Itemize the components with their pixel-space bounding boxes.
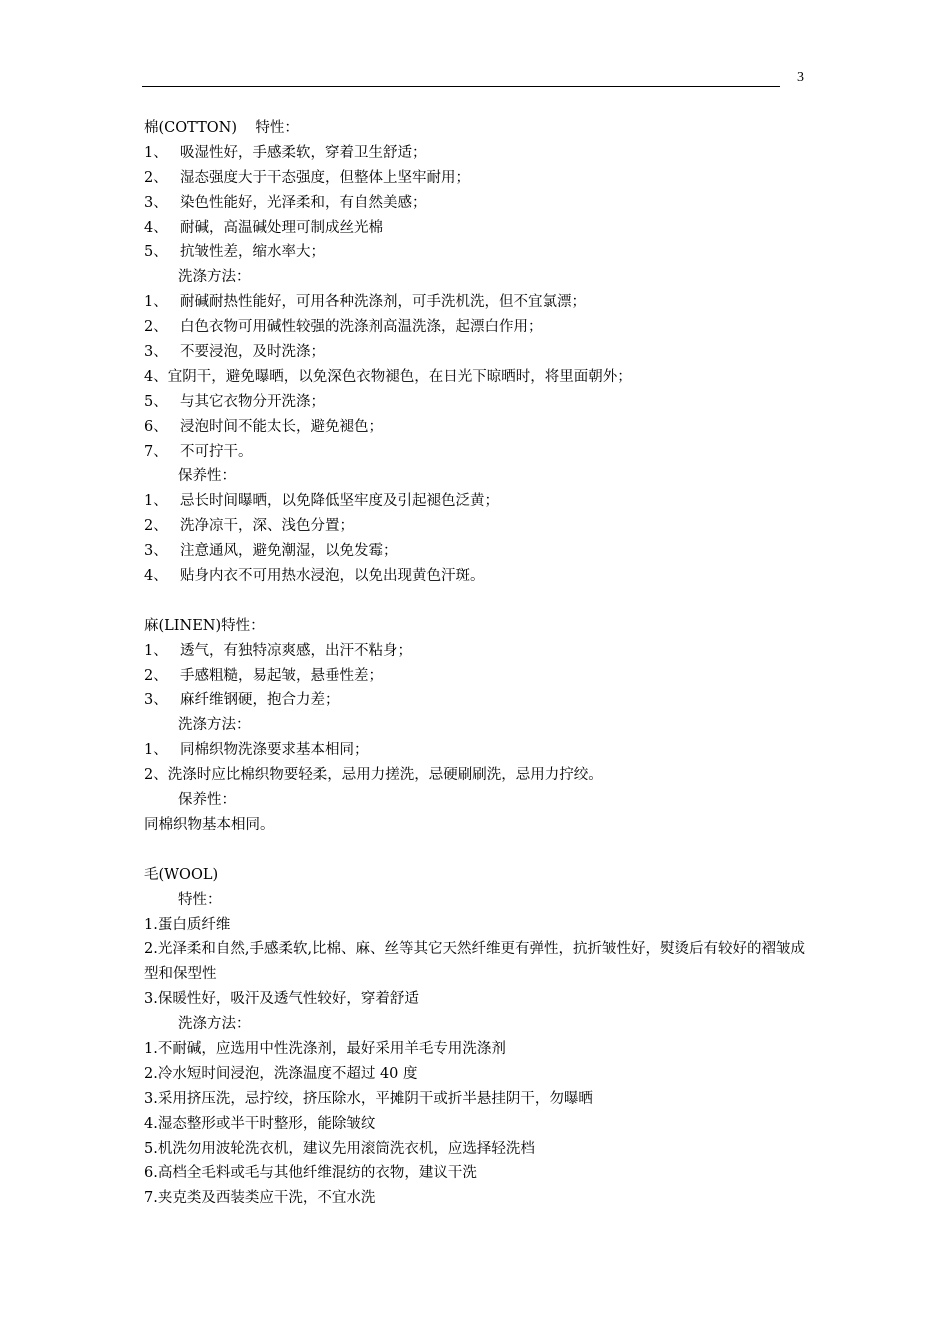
- cotton-care-heading: 保养性：: [178, 468, 236, 485]
- list-item: 3、 注意通风，避免潮湿，以免发霉；: [144, 543, 398, 560]
- list-item: 2、 洗净凉干，深、浅色分置；: [144, 518, 354, 535]
- list-item: 2.光泽柔和自然,手感柔软,比棉、麻、丝等其它天然纤维更有弹性，抗折皱性好，熨烫后有较好的褶皱成型和保型性: [144, 941, 806, 983]
- list-item: 2.冷水短时间浸泡，洗涤温度不超过 40 度: [144, 1065, 418, 1082]
- list-item: 4、 贴身内衣不可用热水浸泡，以免出现黄色汗斑。: [144, 568, 485, 585]
- list-item: 6.高档全毛料或毛与其他纤维混纺的衣物，建议干洗: [144, 1165, 477, 1182]
- cotton-care: [144, 489, 812, 589]
- linen-properties: [144, 639, 812, 714]
- document-body: [144, 116, 812, 1211]
- list-item: 1、 同棉织物洗涤要求基本相同；: [144, 742, 369, 759]
- linen-washing: [144, 738, 812, 788]
- list-item: 5、 与其它衣物分开洗涤；: [144, 393, 325, 410]
- list-item: 1.不耐碱，应选用中性洗涤剂，最好采用羊毛专用洗涤剂: [144, 1040, 506, 1057]
- list-item: 1.蛋白质纤维: [144, 916, 231, 933]
- list-item: 7、 不可拧干。: [144, 443, 253, 460]
- cotton-washing-heading: 洗涤方法：: [178, 269, 251, 286]
- header-rule: [142, 86, 780, 87]
- list-item: 1、 透气，有独特凉爽感，出汗不粘身；: [144, 642, 412, 659]
- list-item: 3、 染色性能好，光泽柔和，有自然美感；: [144, 194, 427, 211]
- linen-washing-heading: 洗涤方法：: [178, 717, 251, 734]
- list-item: 2、洗涤时应比棉织物要轻柔，忌用力搓洗，忌硬刷刷洗，忌用力拧绞。: [144, 767, 603, 784]
- wool-properties-heading: 特性：: [178, 891, 222, 908]
- cotton-washing: [144, 290, 812, 464]
- list-item: 2、 白色衣物可用碱性较强的洗涤剂高温洗涤，起漂白作用；: [144, 319, 543, 336]
- page-number: 3: [797, 70, 804, 85]
- list-item: 6、 浸泡时间不能太长，避免褪色；: [144, 418, 383, 435]
- section-spacer: [144, 838, 812, 863]
- list-item: 5.机洗勿用波轮洗衣机，建议先用滚筒洗衣机，应选择轻洗档: [144, 1140, 535, 1157]
- linen-care-text: 同棉织物基本相同。: [144, 816, 275, 833]
- list-item: 3、 不要浸泡，及时洗涤；: [144, 344, 325, 361]
- cotton-properties: [144, 141, 812, 265]
- linen-care-heading: 保养性：: [178, 792, 236, 809]
- list-item: 7.夹克类及西装类应干洗，不宜水洗: [144, 1190, 376, 1207]
- list-item: 1、 耐碱耐热性能好，可用各种洗涤剂，可手洗机洗，但不宜氯漂；: [144, 294, 586, 311]
- cotton-title: 棉(COTTON) 特性：: [144, 120, 299, 136]
- list-item: 2、 湿态强度大于干态强度，但整体上坚牢耐用；: [144, 169, 470, 186]
- list-item: 4、 耐碱，高温碱处理可制成丝光棉: [144, 219, 383, 236]
- list-item: 5、 抗皱性差，缩水率大；: [144, 244, 325, 261]
- linen-title: 麻(LINEN)特性：: [144, 617, 265, 634]
- wool-properties: [144, 913, 812, 1013]
- list-item: 4、宜阴干，避免曝晒，以免深色衣物褪色，在日光下晾晒时，将里面朝外；: [144, 368, 632, 385]
- list-item: 2、 手感粗糙，易起皱，悬垂性差；: [144, 667, 383, 684]
- list-item: 3、 麻纤维钢硬，抱合力差；: [144, 692, 340, 709]
- list-item: 4.湿态整形或半干时整形，能除皱纹: [144, 1115, 376, 1132]
- wool-washing-heading: 洗涤方法：: [178, 1016, 251, 1033]
- list-item: 3.保暖性好，吸汗及透气性较好，穿着舒适: [144, 991, 419, 1008]
- list-item: 1、 忌长时间曝晒，以免降低坚牢度及引起褪色泛黄；: [144, 493, 499, 510]
- list-item: 3.采用挤压洗，忌拧绞，挤压除水，平摊阴干或折半悬挂阴干，勿曝晒: [144, 1090, 593, 1107]
- list-item: 1、 吸湿性好，手感柔软，穿着卫生舒适；: [144, 144, 427, 161]
- wool-title: 毛(WOOL): [144, 866, 219, 883]
- wool-washing: [144, 1037, 812, 1211]
- section-spacer: [144, 589, 812, 614]
